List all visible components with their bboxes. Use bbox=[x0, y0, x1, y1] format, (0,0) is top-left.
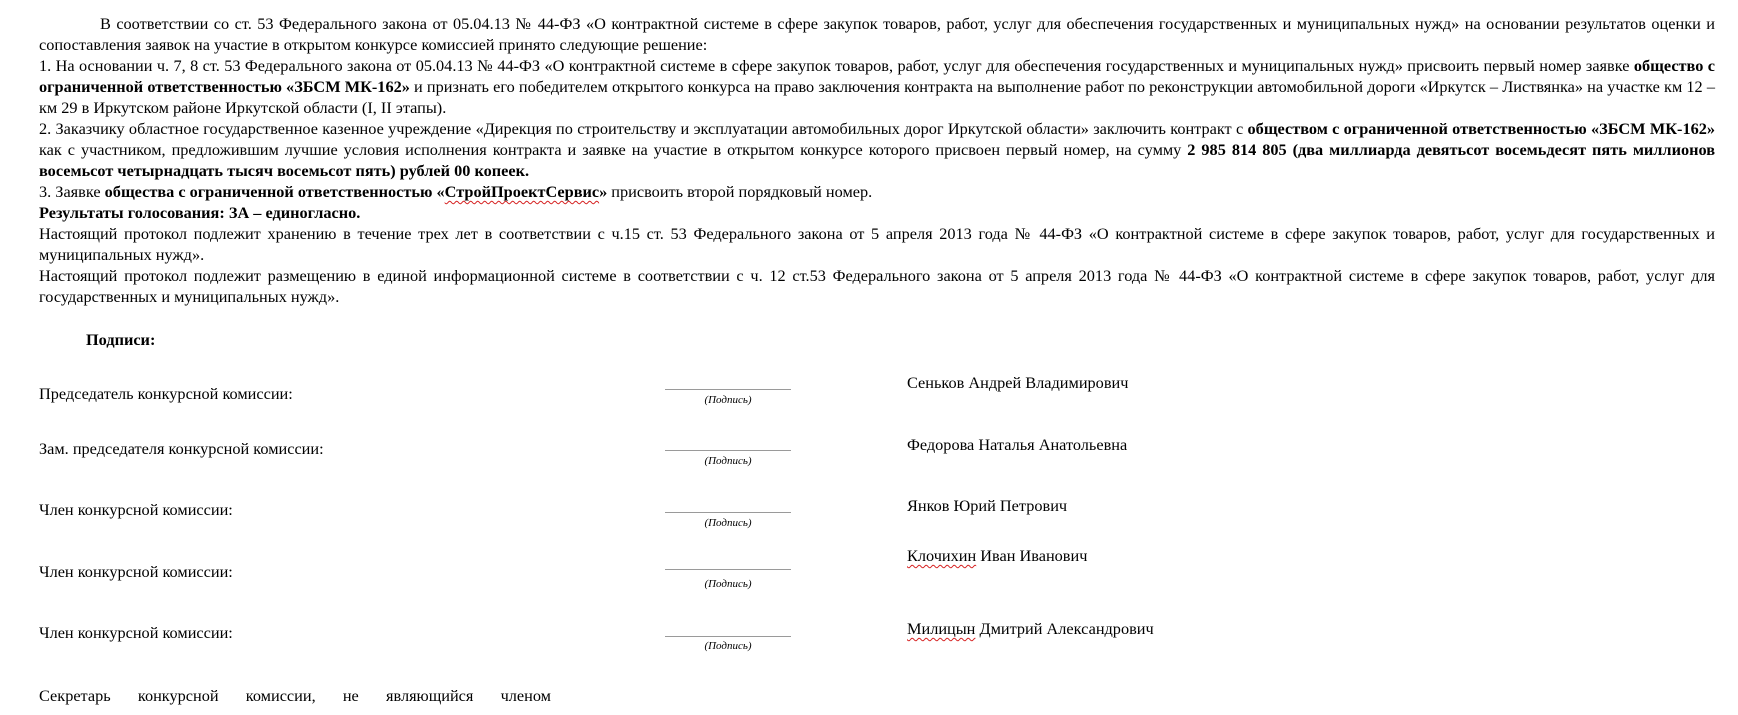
intro-paragraph: В соответствии со ст. 53 Федерального закона от 05.04.13 № 44-ФЗ «О контрактной системе в сфере закупок товаров, работ, услуг для обеспечения государственных и муниципальных нужд» на основании результатов оценки и сопоставления заявок на участие в открытом конкурсе комиссией принято следующие решение: bbox=[39, 14, 1715, 54]
item1-text-b: и признать его победителем открытого конкурса на право заключения контракта на выполнение работ по реконструкции автомобильной дороги «Иркутск – Листвянка» на участке км 12 – км 29 в Иркутском районе Иркутской области (I, II этапы). bbox=[39, 77, 1715, 117]
signature-role: Член конкурсной комиссии: bbox=[39, 623, 233, 642]
signatory-name bbox=[907, 435, 1127, 455]
decision-item-3 bbox=[39, 181, 1715, 202]
signatory-surname: Милицын bbox=[907, 619, 976, 638]
item3-org-type: общества с ограниченной ответственностью bbox=[104, 182, 433, 201]
item2-contract-sum: 2 985 814 805 (два миллиарда девятьсот восемьдесят пять миллионов восемьсот четырнадцать тысяч восемьсот пять) рублей 00 копеек. bbox=[39, 140, 1715, 180]
item3-text-a: 3. Заявке bbox=[39, 182, 105, 201]
signature-role: Член конкурсной комиссии: bbox=[39, 500, 233, 519]
signatory-name bbox=[907, 546, 1087, 566]
signatory-given-names: Дмитрий Александрович bbox=[975, 619, 1154, 638]
item3-quote-close: » bbox=[599, 182, 608, 201]
signature-role: Член конкурсной комиссии: bbox=[39, 562, 233, 581]
item2-contractor: обществом с ограниченной ответственностью «ЗБСМ МК-162» bbox=[1247, 119, 1716, 138]
signature-line bbox=[665, 569, 791, 570]
signatory-name bbox=[907, 373, 1128, 393]
storage-paragraph: Настоящий протокол подлежит хранению в течение трех лет в соответствии с ч.15 ст. 53 Федерального закона от 5 апреля 2013 года № 44-ФЗ «О контрактной системе в сфере закупок товаров, работ, услуг для государственных и муниципальных нужд». bbox=[39, 224, 1715, 264]
item3-org-name: СтройПроектСервис bbox=[444, 182, 600, 201]
signature-line bbox=[665, 636, 791, 637]
signature-line bbox=[665, 512, 791, 513]
item2-text-a: 2. Заказчику областное государственное казенное учреждение «Дирекция по строительству и эксплуатации автомобильных дорог Иркутской области» заключить контракт с bbox=[39, 119, 1248, 138]
item3-text-b: присвоить второй порядковый номер. bbox=[607, 182, 873, 201]
signature-caption: (Подпись) bbox=[704, 517, 752, 529]
signatory-name-a: Янков Юрий Петрович bbox=[907, 496, 1068, 515]
item1-winner: общество с ограниченной ответственностью «ЗБСМ МК-162» bbox=[39, 56, 1715, 96]
signatory-surname: Клочихин bbox=[907, 546, 977, 565]
signature-role: Председатель конкурсной комиссии: bbox=[39, 384, 293, 403]
item3-quote-open: « bbox=[432, 182, 445, 201]
signature-caption: (Подпись) bbox=[704, 640, 752, 652]
item1-text-a: 1. На основании ч. 7, 8 ст. 53 Федерального закона от 05.04.13 № 44-ФЗ «О контрактной системе в сфере закупок товаров, работ, услуг для обеспечения государственных и муниципальных нужд» присвоить первый номер заявке bbox=[39, 56, 1634, 75]
signatory-given-names: Иван Иванович bbox=[976, 546, 1088, 565]
signatory-name bbox=[907, 619, 1154, 639]
signature-caption: (Подпись) bbox=[704, 578, 752, 590]
signatory-name-a: Федорова Наталья Анатольевна bbox=[907, 435, 1128, 454]
signatory-name-a: Сеньков Андрей Владимирович bbox=[907, 373, 1129, 392]
signature-caption: (Подпись) bbox=[704, 394, 752, 406]
item2-text-b: как с участником, предложившим лучшие условия исполнения контракта и заявке на участие в открытом конкурсе которого присвоен первый номер, на сумму bbox=[39, 140, 1188, 159]
secretary-label: Секретарь конкурсной комиссии, не являющийся членом bbox=[39, 686, 551, 705]
signature-line bbox=[665, 389, 791, 390]
signature-role: Зам. председателя конкурсной комиссии: bbox=[39, 439, 324, 458]
voting-results: Результаты голосования: ЗА – единогласно. bbox=[39, 203, 361, 222]
placement-paragraph: Настоящий протокол подлежит размещению в единой информационной системе в соответствии с ч. 12 ст.53 Федерального закона от 5 апреля 2013 года № 44-ФЗ «О контрактной системе в сфере закупок товаров, работ, услуг для государственных и муниципальных нужд». bbox=[39, 266, 1715, 306]
protocol-body bbox=[39, 13, 1715, 307]
signature-line bbox=[665, 450, 791, 451]
signature-caption: (Подпись) bbox=[704, 455, 752, 467]
signatures-heading: Подписи: bbox=[86, 330, 156, 349]
signatory-name bbox=[907, 496, 1067, 516]
decision-item-1 bbox=[39, 55, 1715, 118]
decision-item-2 bbox=[39, 118, 1715, 181]
